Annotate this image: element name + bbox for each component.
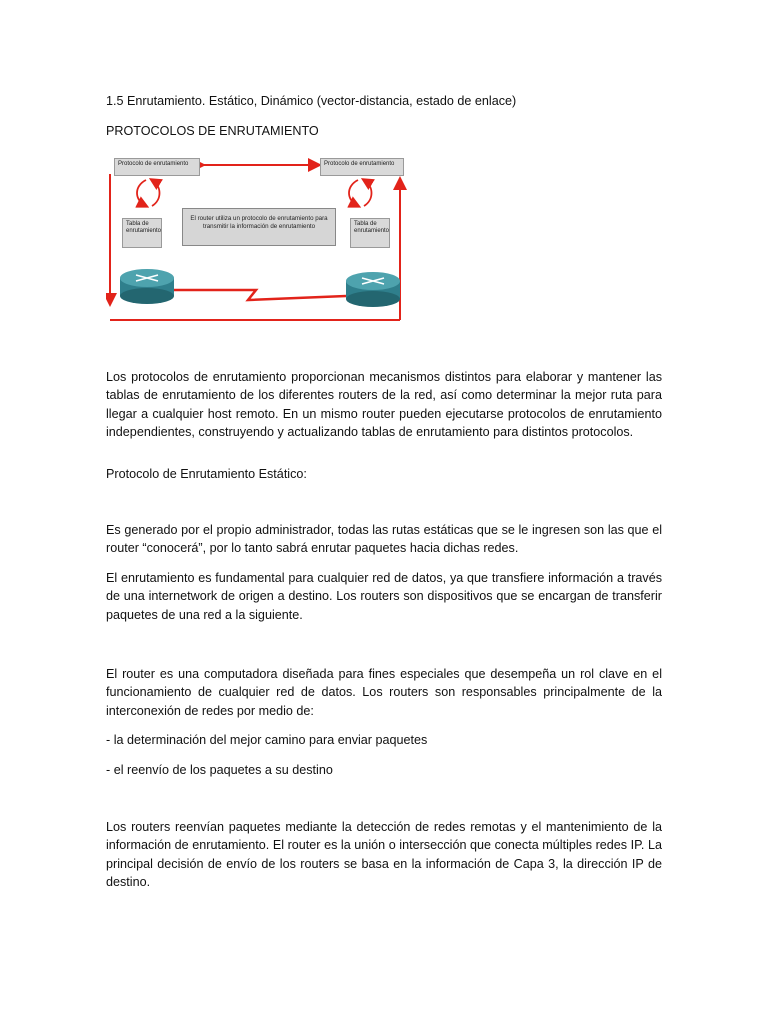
paragraph-forwarding: Los routers reenvían paquetes mediante la detección de redes remotas y el mantenimiento de la información de enrutamiento. El router es la unión o intersección que conecta múltiples redes IP. La principal decisión de envío de los routers se basa en la información de Capa 3, la dirección IP de destino. (106, 820, 662, 890)
right-table-box (350, 218, 390, 248)
left-curved-arrow (137, 180, 146, 206)
paragraph-router-definition: El router es una computadora diseñada para fines especiales que desempeña un rol clave en el funcionamiento de cualquier red de datos. Los routers son responsables principalmente de la interconexión de redes por medio de: (106, 667, 662, 718)
section-title: PROTOCOLOS DE ENRUTAMIENTO (106, 124, 319, 138)
left-router-icon (120, 269, 174, 304)
right-protocol-label: Protocolo de enrutamiento (324, 161, 395, 167)
bullet-best-path: - la determinación del mejor camino para enviar paquetes (106, 733, 428, 747)
right-table-label: Tabla de enrutamiento (354, 221, 390, 234)
center-info-text: El router utiliza un protocolo de enrutamiento para transmitir la información de enrutamiento (190, 215, 328, 230)
paragraph-protocols: Los protocolos de enrutamiento proporcionan mecanismos distintos para elaborar y mantener las tablas de enrutamiento de los diferentes routers de la red, así como determinar la mejor ruta para llegar a cualquier host remoto. En un mismo router pueden ejecutarse protocolos de enrutamiento independientes, construyendo y actualizando tablas de enrutamiento para distintos protocolos. (106, 370, 662, 440)
page-heading: 1.5 Enrutamiento. Estático, Dinámico (vector-distancia, estado de enlace) (106, 94, 517, 108)
left-protocol-label: Protocolo de enrutamiento (118, 161, 189, 167)
left-table-label: Tabla de enrutamiento (126, 221, 162, 234)
right-protocol-box (320, 158, 404, 176)
left-table-box (122, 218, 162, 248)
static-protocol-title: Protocolo de Enrutamiento Estático: (106, 467, 307, 481)
right-router-icon (346, 272, 400, 307)
right-curved-arrow (349, 180, 358, 206)
paragraph-routing-fundamental: El enrutamiento es fundamental para cualquier red de datos, ya que transfiere información a través de una internetwork de origen a destino. Los routers son dispositivos que se encargan de transferir paquetes de una red a la siguiente. (106, 571, 662, 622)
paragraph-static: Es generado por el propio administrador, todas las rutas estáticas que se le ingresen son las que el router “conocerá”, por lo tanto sabrá enrutar paquetes hacia dichas redes. (106, 523, 662, 556)
routing-protocol-diagram (106, 148, 412, 330)
serial-link (168, 290, 346, 300)
center-info-box (182, 208, 336, 246)
bullet-forwarding: - el reenvío de los paquetes a su destino (106, 763, 333, 777)
left-protocol-box (114, 158, 200, 176)
